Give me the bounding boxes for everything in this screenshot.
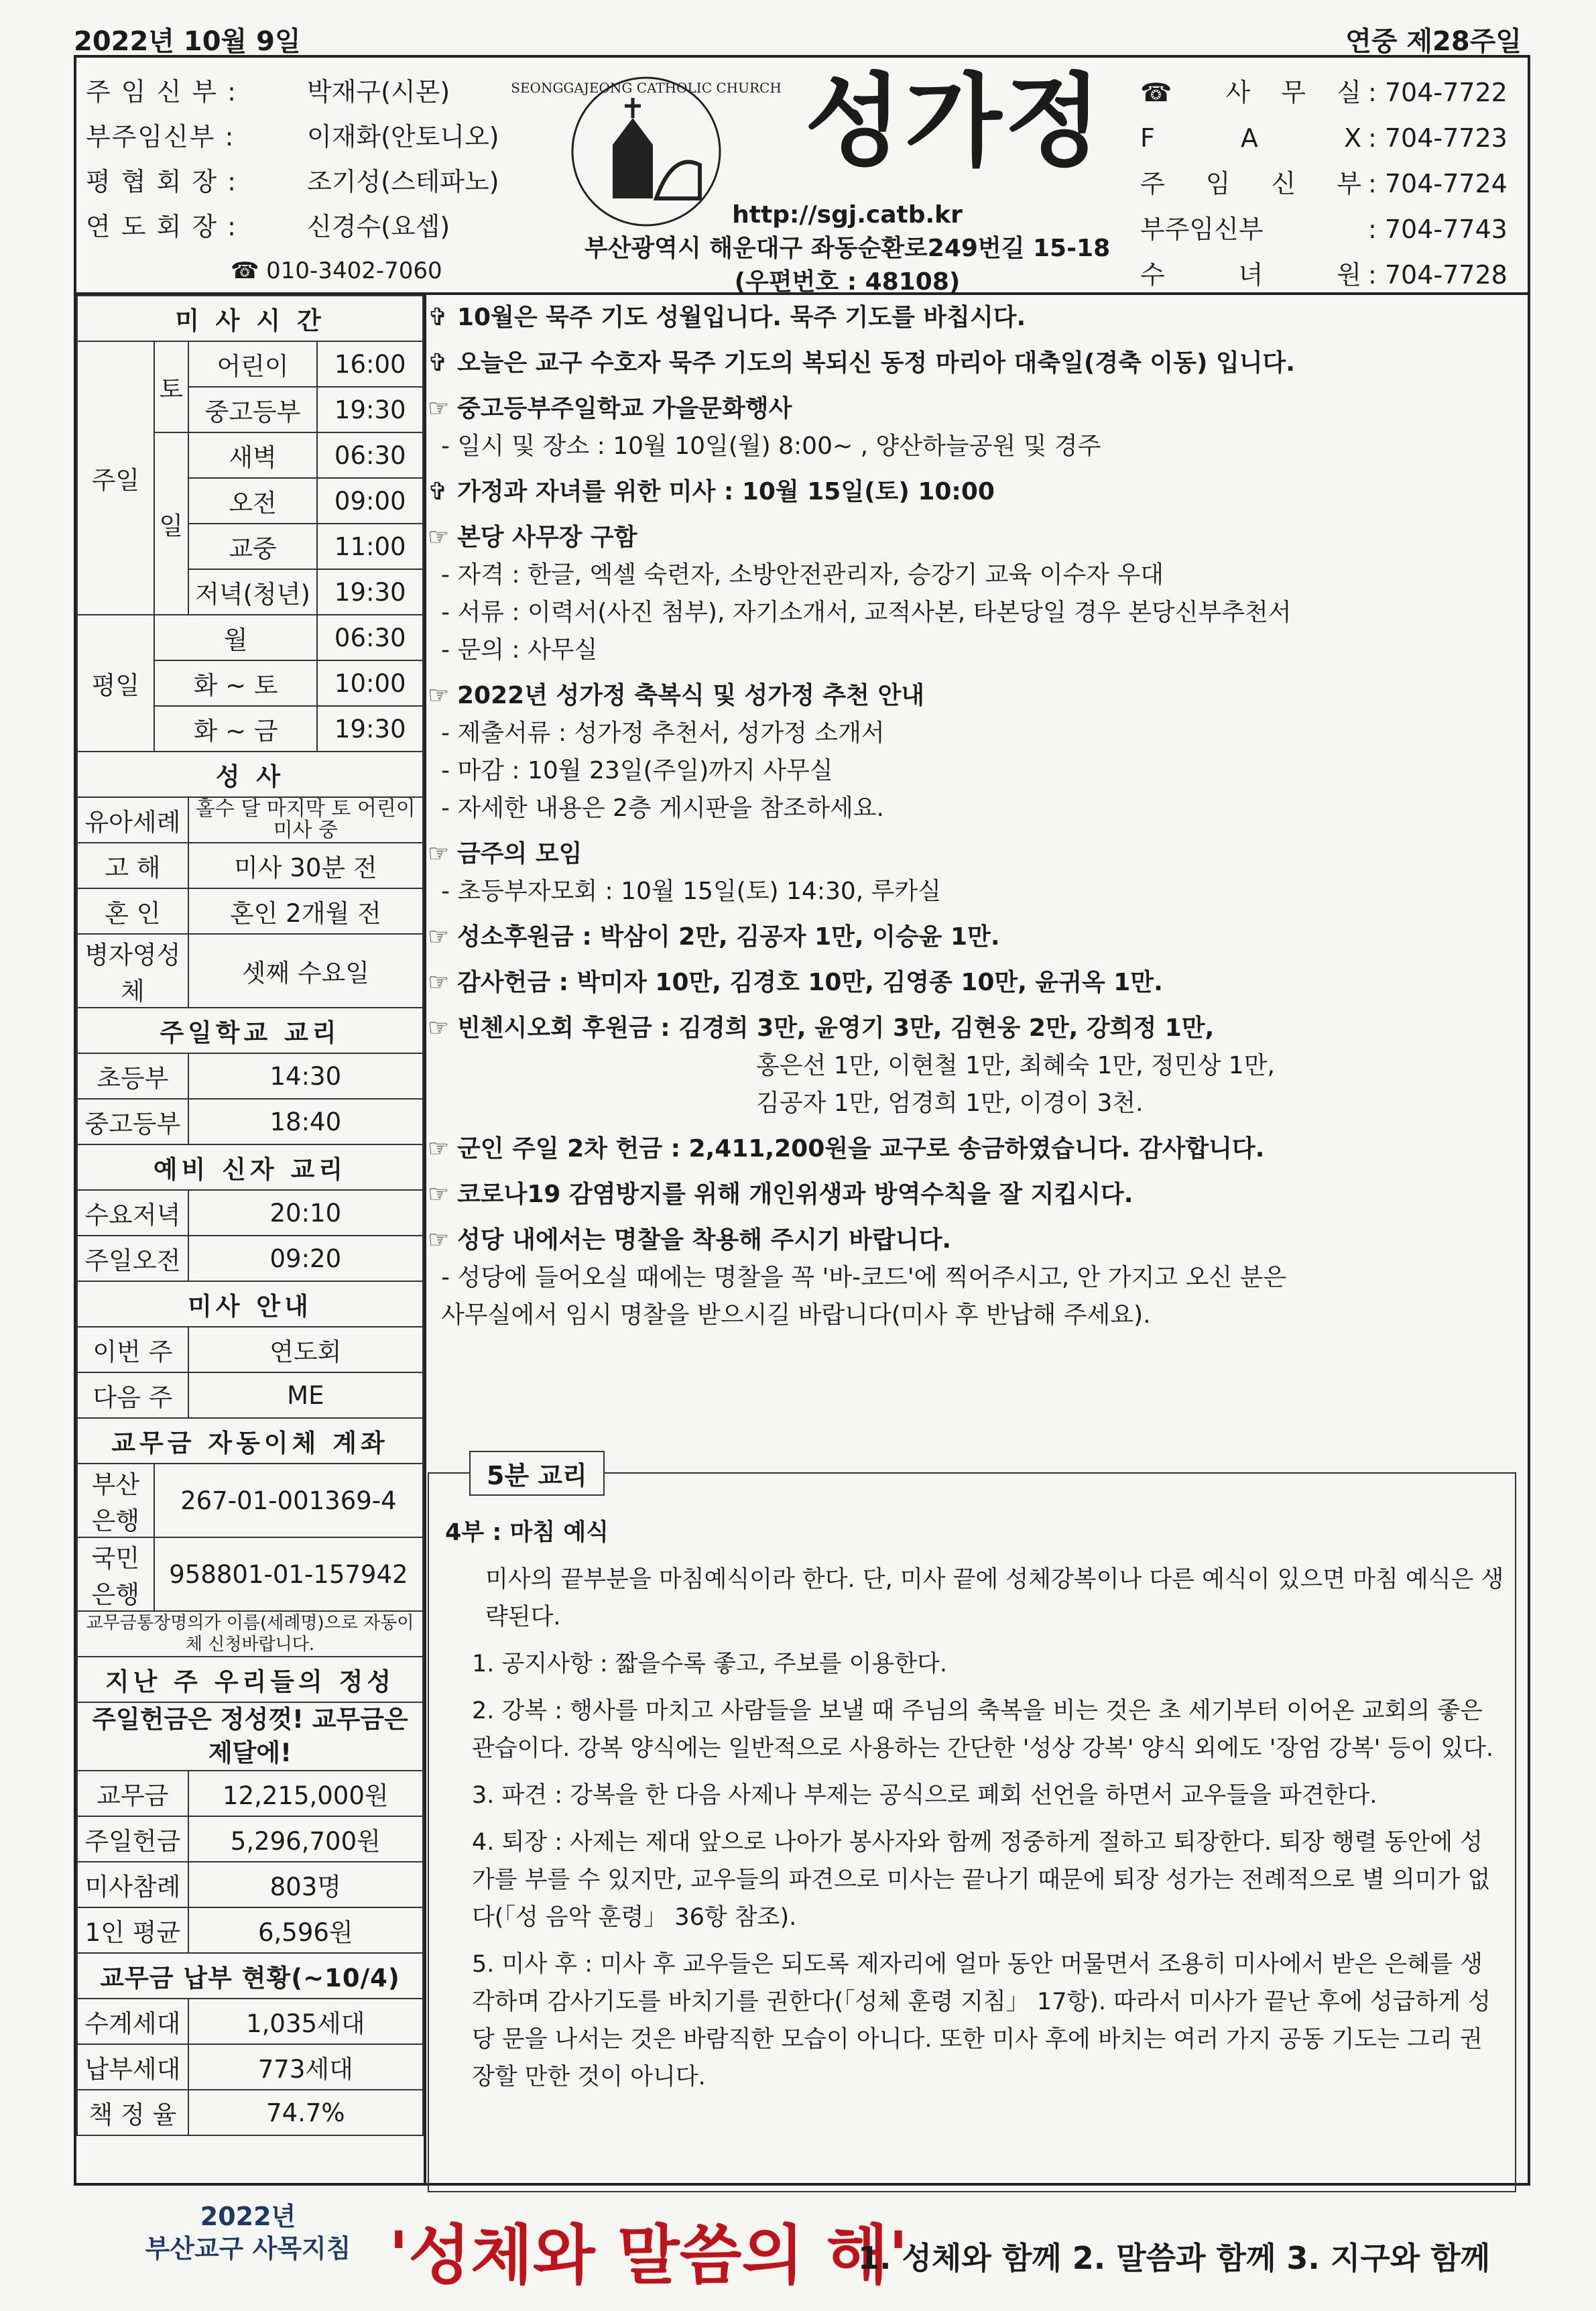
guideline-year: 2022년 xyxy=(200,2202,296,2231)
sidebar-table xyxy=(76,295,424,2136)
catechumen-title: 예비 신자 교리 xyxy=(77,1144,423,1190)
mass-time: 09:00 xyxy=(317,478,423,524)
contact-label: 주 임 신 부 xyxy=(1140,169,1361,198)
mass-times-title: 미 사 시 간 xyxy=(77,296,423,341)
address: 부산광역시 해운대구 좌동순환로249번길 15-18 xyxy=(584,235,1111,262)
postcode: (우편번호 : 48108) xyxy=(734,268,961,296)
school-time: 14:30 xyxy=(188,1053,423,1099)
catechumen-time: 20:10 xyxy=(188,1190,423,1236)
logo-text: SEONGGAJEONG CATHOLIC CHURCH xyxy=(511,80,782,96)
offering-value: 12,215,000원 xyxy=(188,1771,423,1816)
sunday-school-title: 주일학교 교리 xyxy=(77,1008,423,1053)
account-number: 267-01-001369-4 xyxy=(154,1464,423,1537)
notice-heading: 10월은 묵주 기도 성월입니다. 묵주 기도를 바칩시다. xyxy=(457,304,1026,331)
notice-heading: 군인 주일 2차 헌금 : 2,411,200원을 교구로 송금하였습니다. 감사합니다. xyxy=(457,1135,1265,1163)
mass-time: 11:00 xyxy=(317,524,423,569)
offering-value: 5,296,700원 xyxy=(188,1816,423,1862)
liturgical-week: 연중 제28주일 xyxy=(1345,26,1522,57)
notice-heading: 성당 내에서는 명찰을 착용해 주시기 바랍니다. xyxy=(457,1226,952,1254)
notice-item xyxy=(428,1130,1527,1168)
dues-title: 교무금 납부 현황(~10/4) xyxy=(77,1953,423,1999)
account-note: 교무금통장명의가 이름(세례명)으로 자동이체 신청바랍니다. xyxy=(77,1611,423,1657)
staff-phone: ☎ 010-3402-7060 xyxy=(231,257,442,284)
mass-time: 19:30 xyxy=(317,569,423,615)
offering-title: 지난 주 우리들의 정성 xyxy=(77,1657,423,1702)
staff-role: 평 협 회 장 : xyxy=(86,167,237,196)
notice-item xyxy=(428,835,1527,910)
doctrine-point: 3. 파견 : 강복을 한 다음 사제나 부제는 공식으로 폐회 선언을 하면서 교우들을 파견한다. xyxy=(472,1782,1377,1809)
date-bar xyxy=(74,15,1522,57)
notice-line: - 성당에 들어오실 때에는 명찰을 꼭 '바-코드'에 찍어주시고, 안 가지고 오신 분은 xyxy=(441,1264,1287,1291)
notice-heading: 코로나19 감염방지를 위해 개인위생과 방역수칙을 잘 지킵시다. xyxy=(457,1181,1133,1208)
sunday-label: 주일 xyxy=(77,341,154,615)
notice-heading: 성소후원금 : 박삼이 2만, 김공자 1만, 이승윤 1만. xyxy=(457,923,1000,951)
catechumen-name: 주일오전 xyxy=(77,1236,188,1281)
staff-role: 연 도 회 장 : xyxy=(86,212,237,241)
doctrine-point: 4. 퇴장 : 사제는 제대 앞으로 나아가 봉사자와 함께 정중하게 절하고 퇴장한다. 퇴장 행렬 동안에 성가를 부를 수 있지만, 교우들의 파견으로 미사는 끝나기 때문에 퇴장 성가는 전례적으로 별 의미가 없다(「성 음악 훈령」 36항 참조). xyxy=(472,1829,1491,1931)
doctrine-title: 5분 교리 xyxy=(469,1451,605,1496)
notice-line: 홍은선 1만, 이현철 1만, 최혜숙 1만, 정민상 1만, xyxy=(756,1052,1275,1079)
contact-number: : 704-7743 xyxy=(1368,215,1508,244)
notice-heading: 2022년 성가정 축복식 및 성가정 추천 안내 xyxy=(457,682,925,709)
notices xyxy=(428,299,1527,1342)
staff-name: 조기성(스테파노) xyxy=(307,167,499,196)
school-time: 18:40 xyxy=(188,1099,423,1144)
doctrine-point: 5. 미사 후 : 미사 후 교우들은 되도록 제자리에 얼마 동안 머물면서 조용히 미사에서 받은 은혜를 생각하며 감사기도를 바치기를 권한다(「성체 훈령 지침」 17항). 따라서 미사가 끝난 후에 성급하게 성당 문을 나서는 것은 바람직한 모습이 아니다. 또한 미사 후에 바치는 여러 가지 공동 기도는 그리 권장할 만한 것이 아니다. xyxy=(472,1951,1491,2090)
bank-name: 국민 은행 xyxy=(77,1537,154,1611)
notice-heading: 가정과 자녀를 위한 미사 : 10월 15일(토) 10:00 xyxy=(457,478,995,506)
doctrine-intro: 미사의 끝부분을 마침예식이라 한다. 단, 미사 끝에 성체강복이나 다른 예식이 있으면 마침 예식은 생략된다. xyxy=(485,1566,1504,1631)
contact-list xyxy=(1140,70,1516,298)
bank-name: 부산 은행 xyxy=(77,1464,154,1537)
notice-heading: 중고등부주일학교 가을문화행사 xyxy=(457,395,792,422)
dues-label: 책 정 율 xyxy=(77,2090,188,2135)
notice-line: - 서류 : 이력서(사진 첨부), 자기소개서, 교적사본, 타본당일 경우 본당신부추천서 xyxy=(441,599,1292,626)
contact-number: : 704-7722 xyxy=(1368,78,1508,107)
dues-value: 773세대 xyxy=(188,2044,423,2090)
notice-item xyxy=(428,964,1527,1002)
mass-time: 06:30 xyxy=(317,432,423,478)
school-name: 초등부 xyxy=(77,1053,188,1099)
offering-label: 주일헌금 xyxy=(77,1816,188,1862)
guide-group: ME xyxy=(188,1372,423,1418)
mass-time: 06:30 xyxy=(317,615,423,660)
contact-label: 부주임신부 xyxy=(1140,215,1264,244)
pointing-hand-icon: ☞ xyxy=(428,840,450,868)
slogan-points: 1. 성체와 함께 2. 말씀과 함께 3. 지구와 함께 xyxy=(858,2240,1491,2276)
address-block xyxy=(546,198,1149,299)
notice-line: - 자격 : 한글, 엑셀 숙련자, 소방안전관리자, 승강기 교육 이수자 우대 xyxy=(441,561,1164,589)
notice-item xyxy=(428,1222,1527,1334)
dues-label: 납부세대 xyxy=(77,2044,188,2090)
mass-name: 어린이 xyxy=(188,341,318,387)
notice-heading: 금주의 모임 xyxy=(457,840,582,868)
masthead xyxy=(76,58,1528,295)
pointing-hand-icon: ☞ xyxy=(428,682,450,709)
notice-heading: 감사헌금 : 박미자 10만, 김경호 10만, 김영종 10만, 윤귀옥 1만. xyxy=(457,969,1163,996)
offering-value: 803명 xyxy=(188,1862,423,1907)
mass-time: 19:30 xyxy=(317,387,423,432)
contact-number: : 704-7723 xyxy=(1368,123,1508,153)
staff-name: 신경수(요셉) xyxy=(307,212,450,241)
sacrament-time: 셋째 수요일 xyxy=(188,934,423,1008)
guide-week: 이번 주 xyxy=(77,1327,188,1372)
notice-line: 김공자 1만, 엄경희 1만, 이경이 3천. xyxy=(756,1089,1144,1117)
doctrine-box xyxy=(428,1461,1516,2192)
staff-role: 부주임신부 : xyxy=(86,122,235,152)
staff-name: 박재구(시몬) xyxy=(307,77,450,107)
auto-transfer-title: 교무금 자동이체 계좌 xyxy=(77,1418,423,1464)
mass-time: 19:30 xyxy=(317,706,423,752)
sacraments-title: 성 사 xyxy=(77,752,423,797)
notice-line: - 자세한 내용은 2층 게시판을 참조하세요. xyxy=(441,794,884,822)
notice-heading: 빈첸시오회 후원금 : 김경희 3만, 윤영기 3만, 김현웅 2만, 강희정 1만, xyxy=(457,1014,1215,1042)
issue-date: 2022년 10월 9일 xyxy=(74,26,301,57)
mass-name: 화 ~ 금 xyxy=(154,706,318,752)
sacrament-name: 유아세례 xyxy=(77,797,188,843)
sunday-day-label: 일 xyxy=(154,432,188,615)
catechumen-name: 수요저녁 xyxy=(77,1190,188,1236)
pointing-hand-icon: ☞ xyxy=(428,395,450,422)
contact-label: ☎ 사 무 실 xyxy=(1140,78,1361,107)
guideline-org: 부산교구 사목지침 xyxy=(145,2234,351,2263)
doctrine-point: 2. 강복 : 행사를 마치고 사람들을 보낼 때 주님의 축복을 비는 것은 초 세기부터 이어온 교회의 좋은 관습이다. 강복 양식에는 일반적으로 사용하는 간단한 '성상 강복' 양식 외에도 '장엄 강복' 등이 있다. xyxy=(472,1698,1493,1762)
sacrament-name: 혼 인 xyxy=(77,888,188,934)
contact-number: : 704-7724 xyxy=(1368,169,1508,198)
bulletin-frame xyxy=(74,55,1530,2186)
mass-name: 교중 xyxy=(188,524,318,569)
offering-value: 6,596원 xyxy=(188,1907,423,1953)
sacrament-time: 홀수 달 마지막 토 어린이 미사 중 xyxy=(188,797,423,843)
year-slogan: '성체와 말씀의 해' xyxy=(389,2217,908,2293)
diocese-guideline xyxy=(121,2200,375,2265)
pointing-hand-icon: ☞ xyxy=(428,969,450,996)
mass-name: 저녁(청년) xyxy=(188,569,318,615)
offering-label: 교무금 xyxy=(77,1771,188,1816)
notice-item xyxy=(428,677,1527,827)
notice-line: - 문의 : 사무실 xyxy=(441,636,598,664)
notice-item xyxy=(428,390,1527,465)
mass-name: 중고등부 xyxy=(188,387,318,432)
pointing-hand-icon: ☞ xyxy=(428,1226,450,1254)
notice-item xyxy=(428,1176,1527,1213)
account-number: 958801-01-157942 xyxy=(154,1537,423,1611)
dues-label: 수계세대 xyxy=(77,1999,188,2044)
sacrament-name: 병자영성체 xyxy=(77,934,188,1008)
notice-line: - 제출서류 : 성가정 추천서, 성가정 소개서 xyxy=(441,719,885,747)
doctrine-body xyxy=(445,1514,1504,2105)
footer xyxy=(121,2200,1528,2294)
guide-group: 연도회 xyxy=(188,1327,423,1372)
doctrine-part: 4부 : 마침 예식 xyxy=(445,1519,609,1546)
cross-icon: ✞ xyxy=(428,349,448,377)
notice-item xyxy=(428,473,1527,511)
weekday-label: 평일 xyxy=(77,615,154,752)
sidebar xyxy=(76,295,426,2183)
school-name: 중고등부 xyxy=(77,1099,188,1144)
mass-name: 월 xyxy=(154,615,318,660)
cross-icon: ✞ xyxy=(428,304,448,331)
contact-label: F A X xyxy=(1140,123,1361,153)
contact-number: : 704-7728 xyxy=(1368,260,1508,290)
staff-role: 주 임 신 부 : xyxy=(86,77,237,107)
contact-label: 수 녀 원 xyxy=(1140,260,1361,290)
staff-name: 이재화(안토니오) xyxy=(307,122,499,152)
notice-item xyxy=(428,345,1527,382)
notice-item xyxy=(428,299,1527,337)
pointing-hand-icon: ☞ xyxy=(428,1181,450,1208)
offering-label: 미사참례 xyxy=(77,1862,188,1907)
notice-line: - 일시 및 장소 : 10월 10일(월) 8:00~ , 양산하늘공원 및 경주 xyxy=(441,432,1101,460)
pointing-hand-icon: ☞ xyxy=(428,1014,450,1042)
saturday-label: 토 xyxy=(154,341,188,432)
website-url[interactable]: http://sgj.catb.kr xyxy=(732,201,963,229)
mass-name: 오전 xyxy=(188,478,318,524)
pointing-hand-icon: ☞ xyxy=(428,1135,450,1163)
pointing-hand-icon: ☞ xyxy=(428,524,450,551)
mass-guide-title: 미사 안내 xyxy=(77,1281,423,1327)
guide-week: 다음 주 xyxy=(77,1372,188,1418)
dues-value: 1,035세대 xyxy=(188,1999,423,2044)
bulletin-title: 성가정 xyxy=(804,62,1105,180)
notice-line: - 마감 : 10월 23일(주일)까지 사무실 xyxy=(441,757,833,784)
mass-name: 화 ~ 토 xyxy=(154,660,318,706)
notice-item xyxy=(428,1010,1527,1122)
notice-line: - 초등부자모회 : 10월 15일(토) 14:30, 루카실 xyxy=(441,878,941,905)
mass-time: 16:00 xyxy=(317,341,423,387)
notice-item xyxy=(428,519,1527,669)
mass-time: 10:00 xyxy=(317,660,423,706)
offering-label: 1인 평균 xyxy=(77,1907,188,1953)
mass-name: 새벽 xyxy=(188,432,318,478)
cross-icon: ✞ xyxy=(428,478,448,506)
catechumen-time: 09:20 xyxy=(188,1236,423,1281)
offering-slogan: 주일헌금은 정성껏! 교무금은 제달에! xyxy=(77,1702,423,1771)
notice-item xyxy=(428,919,1527,956)
notice-heading: 오늘은 교구 수호자 묵주 기도의 복되신 동정 마리아 대축일(경축 이동) 입니다. xyxy=(457,349,1295,377)
notice-line: 사무실에서 임시 명찰을 받으시길 바랍니다(미사 후 반납해 주세요). xyxy=(441,1301,1151,1329)
doctrine-point: 1. 공지사항 : 짧을수록 좋고, 주보를 이용한다. xyxy=(472,1651,947,1677)
pointing-hand-icon: ☞ xyxy=(428,923,450,951)
dues-value: 74.7% xyxy=(188,2090,423,2135)
sacrament-name: 고 해 xyxy=(77,843,188,888)
sacrament-time: 미사 30분 전 xyxy=(188,843,423,888)
sacrament-time: 혼인 2개월 전 xyxy=(188,888,423,934)
notice-heading: 본당 사무장 구함 xyxy=(457,524,637,551)
staff-list xyxy=(86,70,499,249)
